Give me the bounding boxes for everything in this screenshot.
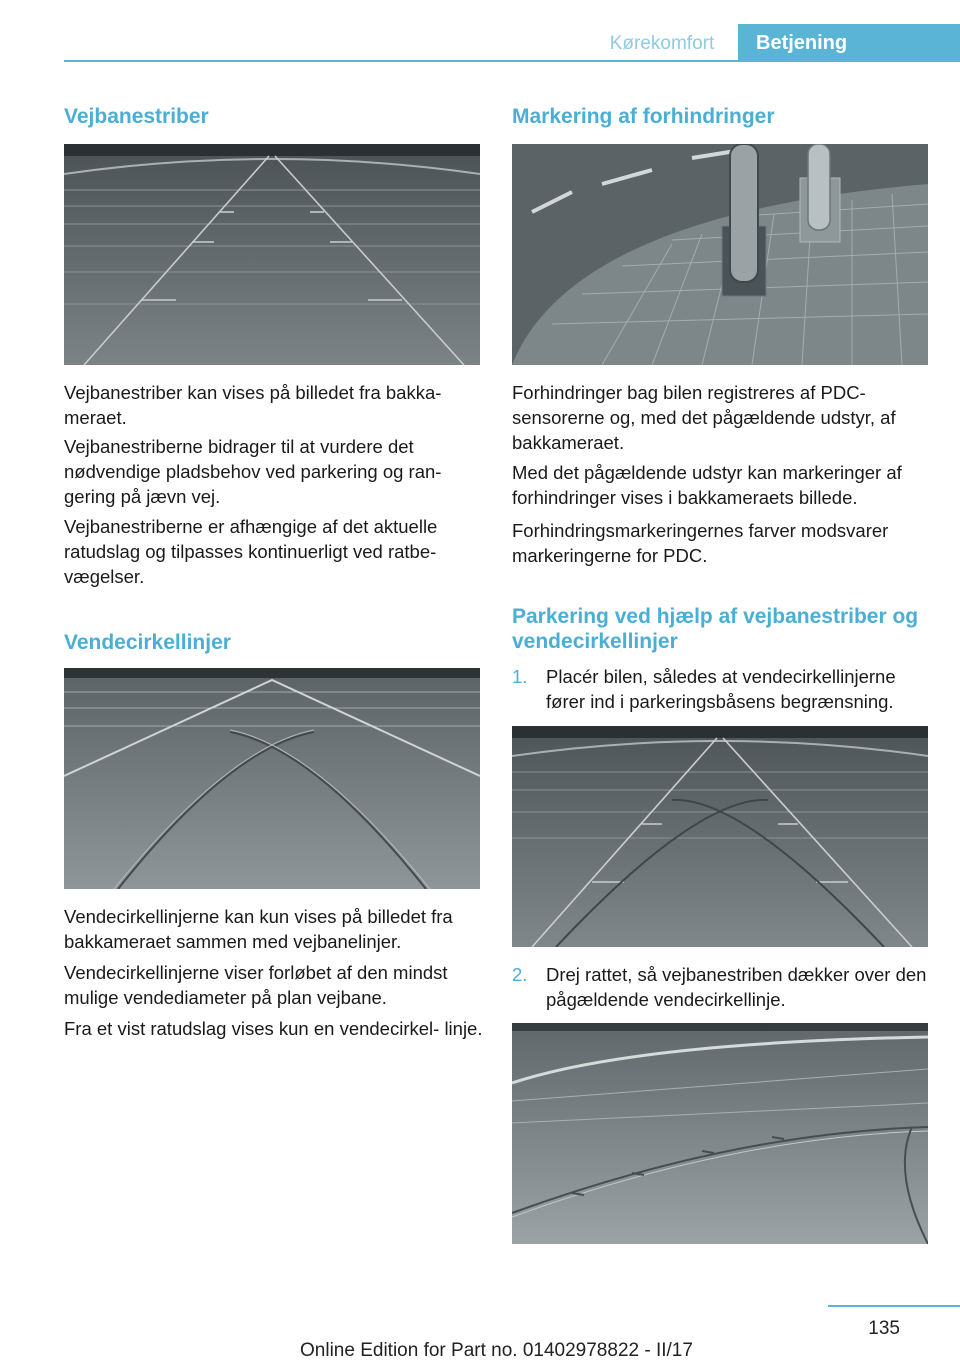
turning-circle-lines-camera-image: [64, 668, 480, 889]
step-item: [512, 962, 932, 1012]
paragraph: Vejbanestriberne er afhængige af det aktuelle ratudslag og tilpasses kontinuerligt ved ratbe‐ vægelser.: [64, 516, 438, 587]
step-list: [512, 962, 932, 1012]
edition-note: Online Edition for Part no. 01402978822 - II/17: [300, 1340, 693, 1361]
step-item: [512, 664, 932, 714]
tab-korekomfort: Kørekomfort: [609, 33, 715, 54]
heading-markering-af-forhindringer: Markering af forhindringer: [512, 105, 775, 128]
step-list: [512, 664, 932, 714]
paragraph: Vejbanestriberne bidrager til at vurdere det nødvendige pladsbehov ved parkering og ran‐ gering på jævn vej.: [64, 436, 442, 507]
paragraph: Vendecirkellinjerne viser forløbet af den mindst mulige vendediameter på plan vejbane.: [64, 962, 448, 1008]
aligned-lines-camera-image: [512, 1023, 928, 1244]
paragraph: Med det pågældende udstyr kan markeringer af forhindringer vises i bakkameraets billede.: [512, 462, 902, 508]
obstacle-marking-camera-image: [512, 144, 928, 365]
header-rule: [64, 60, 960, 62]
heading-vendecirkellinjer: Vendecirkellinjer: [64, 631, 231, 654]
heading-parkering: Parkering ved hjælp af vejbanestriber og vendecirkellinjer: [512, 605, 919, 653]
paragraph: Vendecirkellinjerne kan kun vises på billedet fra bakkameraet sammen med vejbanelinjer.: [64, 906, 453, 952]
lane-lines-camera-image: [64, 144, 480, 365]
step-text: Drej rattet, så vejbanestriben dækker over den pågældende vendecirkellinje.: [546, 964, 927, 1010]
paragraph: Vejbanestriber kan vises på billedet fra bakka‐ meraet.: [64, 382, 442, 428]
step-text: Placér bilen, således at vendecirkellinjerne fører ind i parkeringsbåsens begrænsning.: [546, 666, 896, 712]
paragraph: Forhindringer bag bilen registreres af PDC- sensorerne og, med det pågældende udstyr, af bakkameraet.: [512, 382, 896, 453]
combined-lines-camera-image: [512, 726, 928, 947]
paragraph: Fra et vist ratudslag vises kun en vendecirkel‐ linje.: [64, 1018, 483, 1039]
paragraph: Forhindringsmarkeringernes farver modsvarer markeringerne for PDC.: [512, 520, 889, 566]
tab-betjening: Betjening: [738, 24, 960, 62]
footer-rule: [828, 1305, 960, 1307]
heading-vejbanestriber: Vejbanestriber: [64, 105, 209, 128]
step-number: 2.: [512, 964, 528, 985]
step-number: 1.: [512, 666, 528, 687]
page-number: 135: [868, 1318, 900, 1339]
